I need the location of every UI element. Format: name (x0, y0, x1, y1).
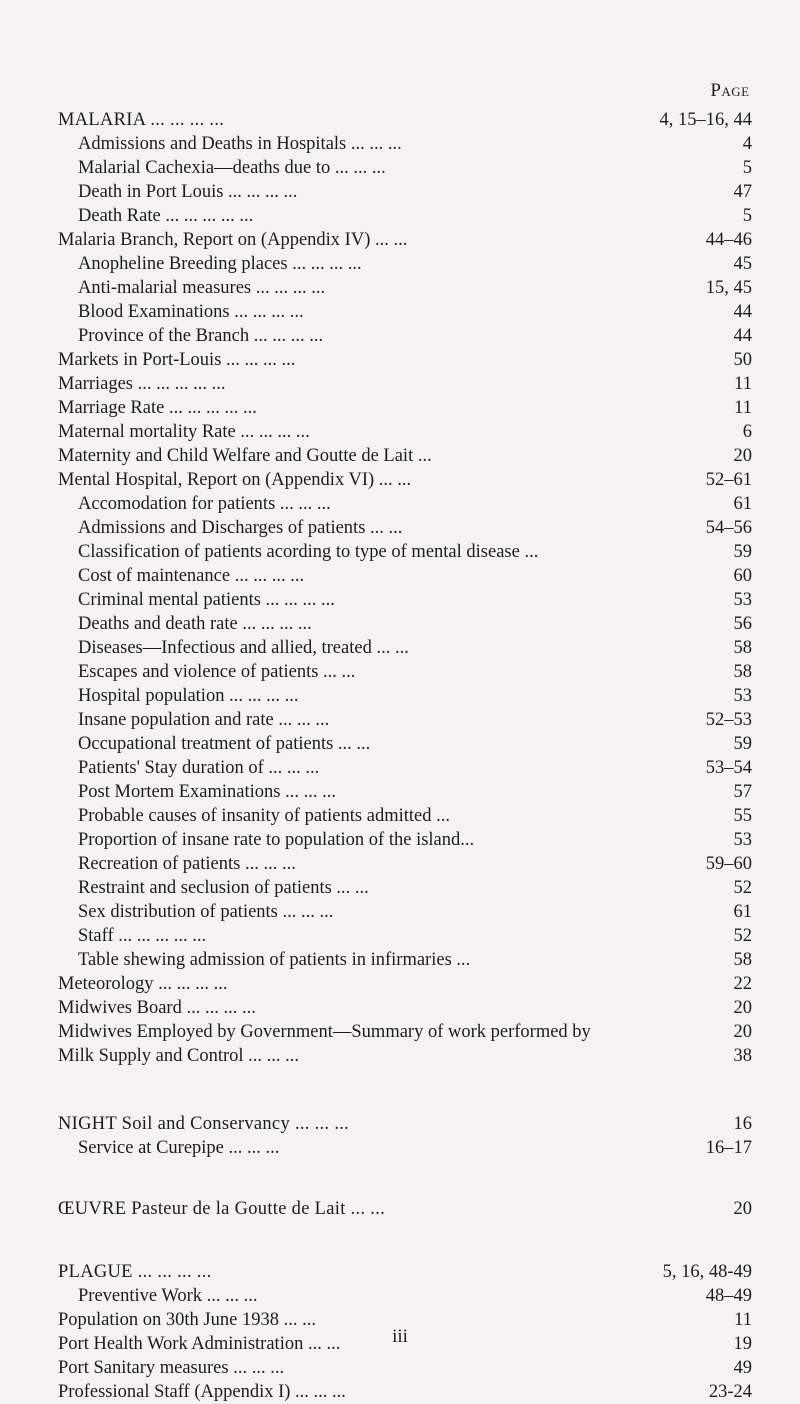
entry-label: Anopheline Breeding places ... ... ... ... (78, 254, 362, 274)
entry-label: Malarial Cachexia—deaths due to ... ... ... (78, 158, 386, 178)
entry-label: Markets in Port-Louis ... ... ... ... (58, 350, 296, 370)
entry-page: 54–56 (705, 518, 752, 538)
index-entry (0, 1112, 800, 1136)
entry-page: 52–61 (705, 470, 752, 490)
entry-page: 58 (733, 662, 752, 682)
index-subentry (0, 660, 800, 684)
index-subentry (0, 156, 800, 180)
index-subentry (0, 708, 800, 732)
entry-label: Deaths and death rate ... ... ... ... (78, 614, 312, 634)
index-entry (0, 972, 800, 996)
entry-label: Malaria Branch, Report on (Appendix IV) ... ... (58, 230, 408, 250)
entry-label: Restraint and seclusion of patients ... ... (78, 878, 369, 898)
entry-label: Blood Examinations ... ... ... ... (78, 302, 304, 322)
entry-label: Milk Supply and Control ... ... ... (58, 1046, 300, 1066)
index-entry (0, 1380, 800, 1404)
index-subentry (0, 636, 800, 660)
index-subentry (0, 588, 800, 612)
entry-page: 15, 45 (705, 278, 752, 298)
entry-label: NIGHT Soil and Conservancy ... ... ... (58, 1114, 350, 1134)
index-entry (0, 228, 800, 252)
entry-page: 16 (733, 1114, 752, 1134)
entry-label: MALARIA ... ... ... ... (58, 110, 225, 130)
index-entry (0, 108, 800, 132)
index-subentry (0, 804, 800, 828)
entry-page: 11 (734, 374, 752, 394)
index-subentry (0, 204, 800, 228)
entry-page: 20 (733, 446, 752, 466)
entry-page: 53–54 (705, 758, 752, 778)
index-subentry (0, 1284, 800, 1308)
entry-page: 52 (733, 926, 752, 946)
index-entry (0, 396, 800, 420)
index-subentry (0, 132, 800, 156)
entry-label: Admissions and Deaths in Hospitals ... ... ... (78, 134, 402, 154)
index-entry (0, 1356, 800, 1380)
entry-label: Maternity and Child Welfare and Goutte de Lait ... (58, 446, 432, 466)
entry-page: 59 (733, 542, 752, 562)
index-subentry (0, 756, 800, 780)
entry-page: 20 (733, 998, 752, 1018)
entry-label: Death Rate ... ... ... ... ... (78, 206, 254, 226)
index-entry (0, 372, 800, 396)
index-subentry (0, 180, 800, 204)
entry-page: 49 (733, 1358, 752, 1378)
entry-page: 61 (733, 494, 752, 514)
entry-label: PLAGUE ... ... ... ... (58, 1262, 212, 1282)
entry-label: Criminal mental patients ... ... ... ... (78, 590, 335, 610)
entry-label: Midwives Board ... ... ... ... (58, 998, 256, 1018)
entry-label: Marriages ... ... ... ... ... (58, 374, 226, 394)
entry-label: Population on 30th June 1938 ... ... (58, 1310, 316, 1330)
entry-label: Anti-malarial measures ... ... ... ... (78, 278, 326, 298)
entry-label: Probable causes of insanity of patients admitted ... (78, 806, 450, 826)
index-subentry (0, 612, 800, 636)
entry-page: 44 (733, 326, 752, 346)
entry-label: Cost of maintenance ... ... ... ... (78, 566, 305, 586)
entry-label: Classification of patients acording to type of mental disease ... (78, 542, 539, 562)
entry-page: 47 (733, 182, 752, 202)
entry-label: Death in Port Louis ... ... ... ... (78, 182, 298, 202)
entry-page: 48–49 (705, 1286, 752, 1306)
index-entry (0, 1020, 800, 1044)
index-subentry (0, 516, 800, 540)
page-column-heading: Page (710, 80, 750, 101)
entry-label: Port Sanitary measures ... ... ... (58, 1358, 285, 1378)
entry-label: Insane population and rate ... ... ... (78, 710, 330, 730)
entry-page: 56 (733, 614, 752, 634)
entry-page: 23-24 (708, 1382, 752, 1402)
index-subentry (0, 900, 800, 924)
index-subentry (0, 828, 800, 852)
entry-page: 60 (733, 566, 752, 586)
entry-page: 5, 16, 48-49 (662, 1262, 752, 1282)
index-entry (0, 996, 800, 1020)
entry-label: Proportion of insane rate to population of the island... (78, 830, 475, 850)
index-entry (0, 348, 800, 372)
entry-page: 50 (733, 350, 752, 370)
entry-page: 53 (733, 830, 752, 850)
entry-label: Recreation of patients ... ... ... (78, 854, 296, 874)
entry-page: 44–46 (705, 230, 752, 250)
entry-page: 4, 15–16, 44 (659, 110, 752, 130)
entry-page: 19 (733, 1334, 752, 1354)
entry-page: 4 (742, 134, 752, 154)
index-subentry (0, 852, 800, 876)
index-subentry (0, 300, 800, 324)
entry-page: 59 (733, 734, 752, 754)
page-folio: iii (392, 1326, 408, 1347)
entry-label: Province of the Branch ... ... ... ... (78, 326, 324, 346)
index-subentry (0, 492, 800, 516)
index-subentry (0, 252, 800, 276)
entry-label: Mental Hospital, Report on (Appendix VI) ... ... (58, 470, 412, 490)
entry-page: 52–53 (705, 710, 752, 730)
index-subentry (0, 324, 800, 348)
entry-page: 44 (733, 302, 752, 322)
index-entry (0, 468, 800, 492)
index-entry (0, 1044, 800, 1068)
entry-page: 6 (742, 422, 752, 442)
entry-label: Professional Staff (Appendix I) ... ... ... (58, 1382, 346, 1402)
entry-label: Occupational treatment of patients ... ... (78, 734, 371, 754)
entry-label: Hospital population ... ... ... ... (78, 686, 299, 706)
index-entry (0, 444, 800, 468)
index-subentry (0, 924, 800, 948)
entry-label: Maternal mortality Rate ... ... ... ... (58, 422, 310, 442)
index-entry (0, 1260, 800, 1284)
entry-page: 55 (733, 806, 752, 826)
index-subentry (0, 876, 800, 900)
entry-label: Sex distribution of patients ... ... ... (78, 902, 334, 922)
entry-page: 22 (733, 974, 752, 994)
entry-page: 57 (733, 782, 752, 802)
entry-label: Marriage Rate ... ... ... ... ... (58, 398, 257, 418)
entry-page: 61 (733, 902, 752, 922)
entry-page: 11 (734, 1310, 752, 1330)
index-entry (0, 1197, 800, 1221)
index-subentry (0, 1136, 800, 1160)
entry-page: 58 (733, 950, 752, 970)
entry-page: 38 (733, 1046, 752, 1066)
entry-page: 20 (733, 1199, 752, 1219)
entry-label: Diseases—Infectious and allied, treated ... ... (78, 638, 409, 658)
entry-label: ŒUVRE Pasteur de la Goutte de Lait ... ... (58, 1199, 386, 1219)
entry-label: Table shewing admission of patients in infirmaries ... (78, 950, 471, 970)
index-subentry (0, 948, 800, 972)
entry-label: Patients' Stay duration of ... ... ... (78, 758, 320, 778)
entry-page: 16–17 (705, 1138, 752, 1158)
index-subentry (0, 732, 800, 756)
entry-label: Preventive Work ... ... ... (78, 1286, 258, 1306)
entry-label: Accomodation for patients ... ... ... (78, 494, 331, 514)
entry-label: Staff ... ... ... ... ... (78, 926, 207, 946)
index-subentry (0, 780, 800, 804)
entry-page: 53 (733, 590, 752, 610)
entry-page: 53 (733, 686, 752, 706)
entry-label: Admissions and Discharges of patients ... ... (78, 518, 403, 538)
entry-page: 5 (742, 206, 752, 226)
entry-label: Post Mortem Examinations ... ... ... (78, 782, 336, 802)
entry-page: 59–60 (705, 854, 752, 874)
entry-page: 45 (733, 254, 752, 274)
entry-label: Escapes and violence of patients ... ... (78, 662, 356, 682)
entry-page: 5 (742, 158, 752, 178)
index-subentry (0, 540, 800, 564)
entry-page: 20 (733, 1022, 752, 1042)
entry-page: 11 (734, 398, 752, 418)
entry-page: 58 (733, 638, 752, 658)
entry-label: Midwives Employed by Government—Summary of work performed by (58, 1022, 591, 1042)
index-entry (0, 420, 800, 444)
index-subentry (0, 684, 800, 708)
index-subentry (0, 564, 800, 588)
entry-page: 52 (733, 878, 752, 898)
index-subentry (0, 276, 800, 300)
entry-label: Port Health Work Administration ... ... (58, 1334, 341, 1354)
entry-label: Service at Curepipe ... ... ... (78, 1138, 280, 1158)
entry-label: Meteorology ... ... ... ... (58, 974, 228, 994)
